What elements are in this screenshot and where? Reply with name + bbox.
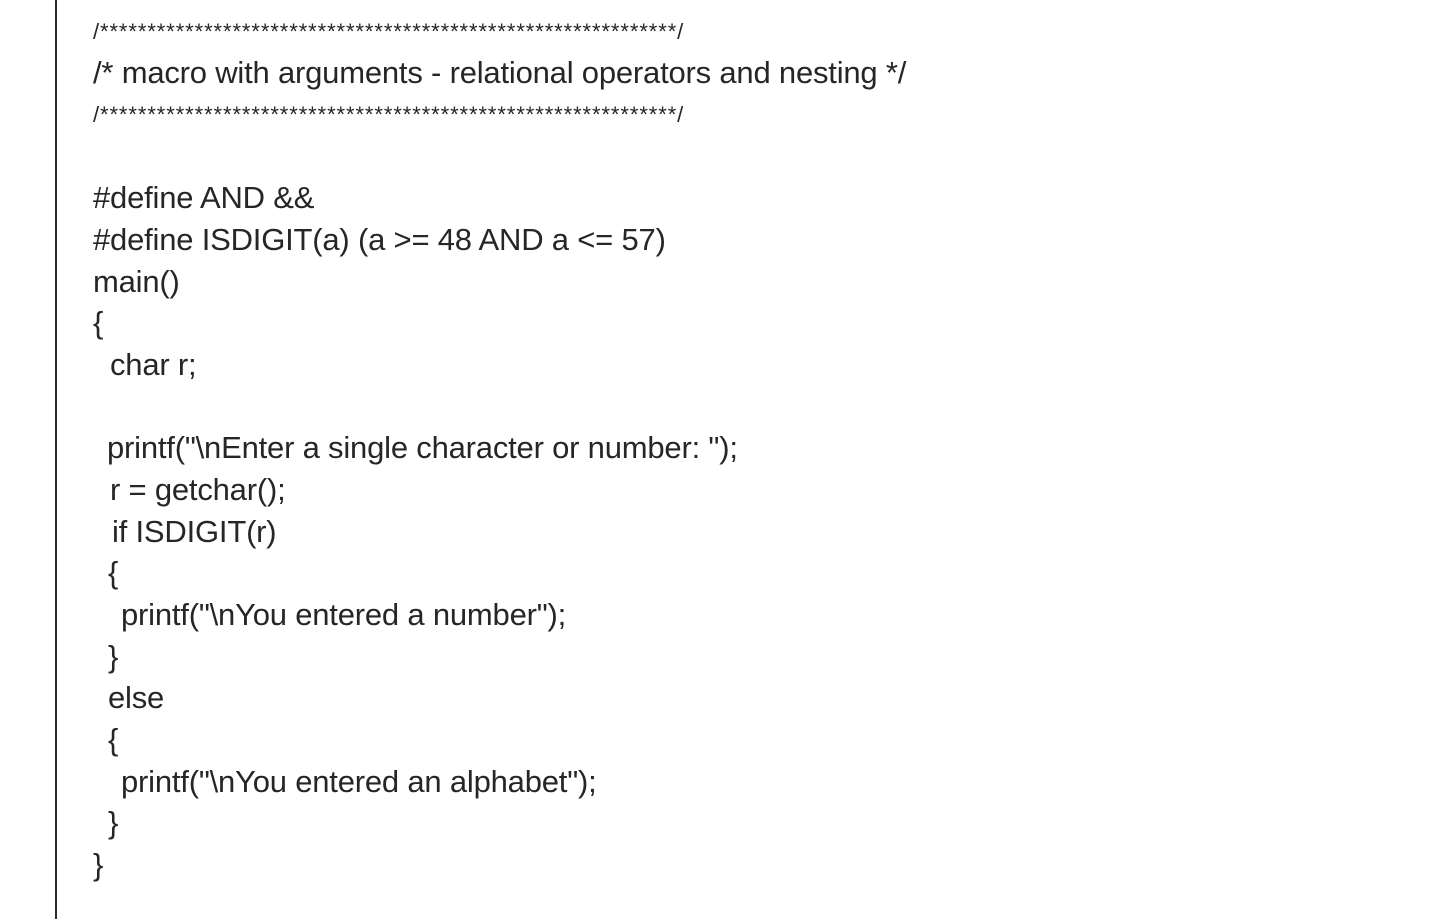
define-isdigit-line: #define ISDIGIT(a) (a >= 48 AND a <= 57) — [93, 222, 666, 257]
else-open-brace: { — [108, 722, 119, 757]
main-close-brace: } — [93, 847, 104, 882]
printf-alphabet-line: printf("\nYou entered an alphabet"); — [121, 764, 597, 799]
if-open-brace: { — [108, 555, 119, 590]
else-line: else — [108, 680, 165, 715]
getchar-line: r = getchar(); — [110, 472, 286, 507]
printf-number-line: printf("\nYou entered a number"); — [121, 597, 567, 632]
main-signature-line: main() — [93, 264, 180, 299]
define-and-line: #define AND && — [93, 180, 315, 215]
if-close-brace: } — [108, 639, 119, 674]
printf-prompt-line: printf("\nEnter a single character or number: "); — [107, 430, 738, 465]
if-isdigit-line: if ISDIGIT(r) — [112, 514, 277, 549]
else-close-brace: } — [108, 805, 119, 840]
main-open-brace: { — [93, 305, 104, 340]
comment-banner-bottom: /*************************************************************/ — [93, 102, 685, 127]
char-declaration-line: char r; — [110, 347, 197, 382]
page-left-border — [55, 0, 57, 919]
comment-banner-top: /*************************************************************/ — [93, 19, 685, 44]
comment-title: /* macro with arguments - relational operators and nesting */ — [93, 55, 907, 90]
